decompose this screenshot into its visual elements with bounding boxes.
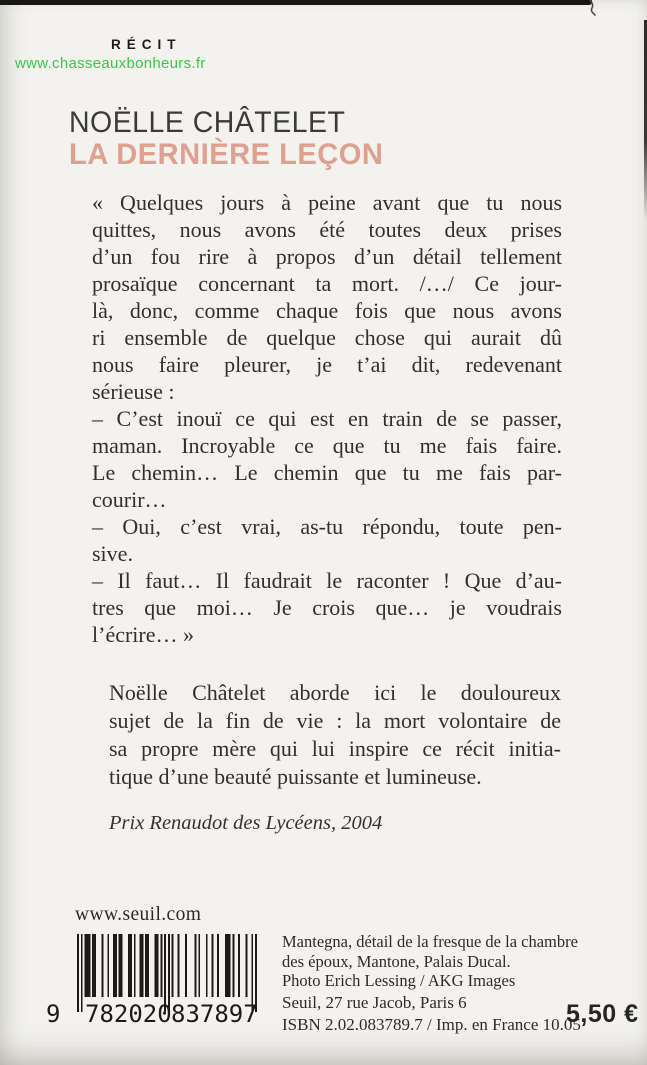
watermark-url: www.chasseauxbonheurs.fr <box>15 55 206 72</box>
description-line: sa propre mère qui lui inspire ce récit initia- <box>109 736 561 761</box>
barcode-digits-right: 837897 <box>171 1000 258 1028</box>
quote-line: – C’est inouï ce qui est en train de se passer, <box>92 406 562 431</box>
back-cover-quote <box>92 189 562 648</box>
publisher-address: Seuil, 27 rue Jacob, Paris 6 <box>282 993 467 1012</box>
publisher-block <box>282 992 581 1035</box>
quote-line: sérieuse : <box>92 379 175 404</box>
price-label: 5,50 € <box>566 1000 639 1028</box>
quote-line: l’écrire… » <box>92 622 194 647</box>
quote-line: prosaïque concernant ta mort. /…/ Ce jour- <box>92 271 562 296</box>
ean13-barcode <box>46 934 262 1030</box>
quote-line: maman. Incroyable ce que tu me fais faire. <box>92 433 562 458</box>
description-line: tique d’une beauté puissante et lumineuse. <box>109 764 482 789</box>
photo-credit-line: des époux, Mantone, Palais Ducal. <box>282 951 511 971</box>
quote-line: d’un fou rire à propos d’un détail tellement <box>92 244 562 269</box>
publisher-website: www.seuil.com <box>75 904 202 925</box>
book-title: LA DERNIÈRE LEÇON <box>69 138 384 171</box>
quote-line: ri ensemble de quelque chose qui aurait dû <box>92 325 562 350</box>
quote-line: – Il faut… Il faudrait le raconter ! Que d’au- <box>92 568 562 593</box>
quote-line: nous faire pleurer, je t’ai dit, redevenant <box>92 352 562 377</box>
quote-line: tres que moi… Je crois que… je voudrais <box>92 595 562 620</box>
book-description <box>109 679 561 791</box>
photo-credit-line: Mantegna, détail de la fresque de la chambre <box>282 932 578 951</box>
quote-line: Le chemin… Le chemin que tu me fais par- <box>92 460 562 485</box>
quote-line: quittes, nous avons été toutes deux prises <box>92 217 562 242</box>
award-line: Prix Renaudot des Lycéens, 2004 <box>109 812 383 834</box>
barcode-digits-left: 782020 <box>85 1000 172 1028</box>
genre-label: RÉCIT <box>111 37 182 52</box>
barcode-digit-first: 9 <box>46 1000 61 1028</box>
quote-line: courir… <box>92 487 167 512</box>
isbn-line: ISBN 2.02.083789.7 / Imp. en France 10.05 <box>282 1014 581 1034</box>
description-line: sujet de la fin de vie : la mort volontaire de <box>109 708 561 733</box>
description-line: Noëlle Châtelet aborde ici le douloureux <box>109 680 561 705</box>
quote-line: – Oui, c’est vrai, as-tu répondu, toute pen- <box>92 514 562 539</box>
photo-top-edge <box>0 0 592 5</box>
crease-mark <box>576 0 610 20</box>
photo-credit <box>282 932 578 991</box>
photo-credit-line: Photo Erich Lessing / AKG Images <box>282 971 516 990</box>
author-name: NOËLLE CHÂTELET <box>69 106 346 139</box>
quote-line: sive. <box>92 541 133 566</box>
quote-line: là, donc, comme chaque fois que nous avons <box>92 298 562 323</box>
quote-line: « Quelques jours à peine avant que tu nous <box>92 190 562 215</box>
